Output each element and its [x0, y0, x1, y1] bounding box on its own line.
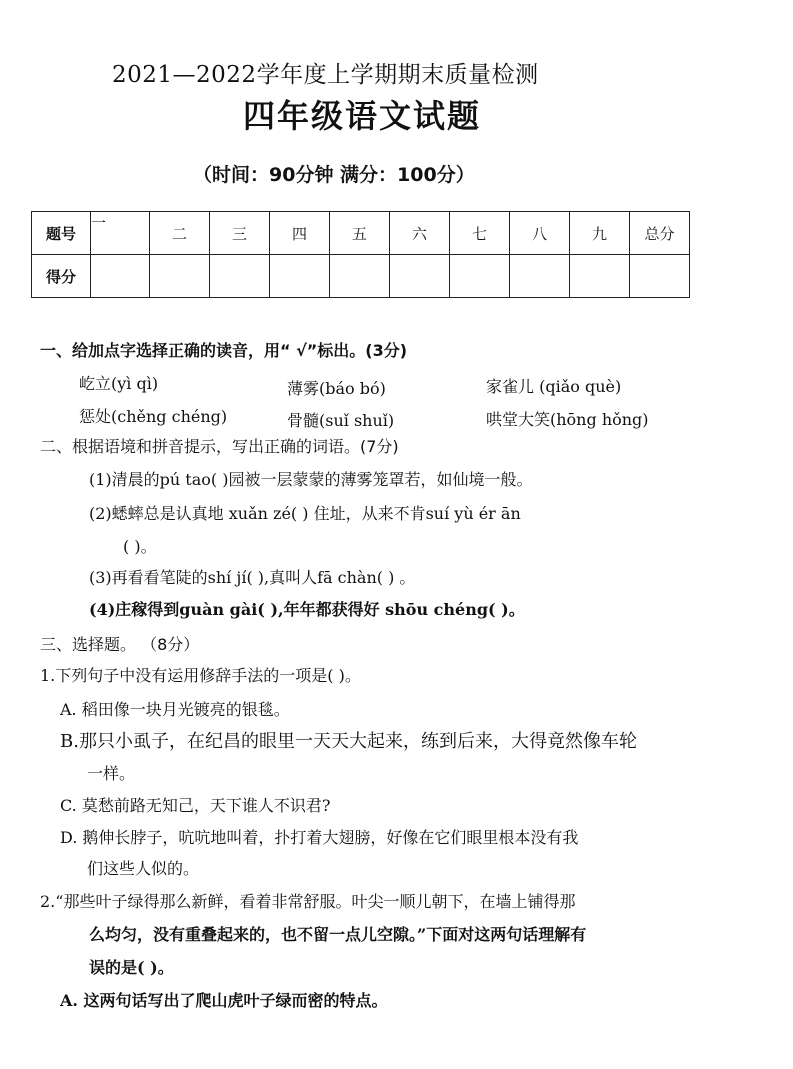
score-cell: [390, 255, 450, 298]
col-header: 二: [150, 212, 210, 255]
q2-stem: 2.“那些叶子绿得那么新鲜，看着非常舒服。叶尖一顺儿朝下，在墙上铺得那: [40, 892, 576, 911]
section1-heading: 一、给加点字选择正确的读音，用“ √”标出。(3分): [40, 341, 408, 360]
section2-line: (4)庄稼得到guàn gài( ),年年都获得好 shōu chéng( )。: [89, 600, 525, 619]
score-table: [31, 211, 690, 298]
section1-item: 哄堂大笑(hōng hǒng): [486, 410, 649, 429]
section1-item: 骨髓(suǐ shuǐ): [287, 411, 395, 430]
score-cell: [510, 255, 570, 298]
col-header: 六: [390, 212, 450, 255]
score-cell: [450, 255, 510, 298]
section1-item: 屹立(yì qì): [79, 374, 159, 393]
col-header-total: 总分: [630, 212, 690, 255]
row-label-number: 题号: [32, 212, 91, 255]
score-cell: [150, 255, 210, 298]
section2-heading: 二、根据语境和拼音提示，写出正确的词语。(7分): [40, 437, 399, 456]
q1-option-d: D. 鹅伸长脖子，吭吭地叫着，扑打着大翅膀，好像在它们眼里根本没有我: [60, 828, 579, 847]
row-label-score: 得分: [32, 255, 91, 298]
q1-option-b: B.那只小虱子，在纪昌的眼里一天天大起来，练到后来，大得竟然像车轮: [60, 731, 637, 752]
score-cell-total: [630, 255, 690, 298]
score-cell: [210, 255, 270, 298]
score-cell: [91, 255, 150, 298]
score-table-row-score: [32, 255, 690, 298]
q1-option-c: C. 莫愁前路无知己，天下谁人不识君?: [60, 796, 331, 815]
section1-item: 惩处(chěng chéng): [79, 407, 228, 426]
q1-stem: 1.下列句子中没有运用修辞手法的一项是( )。: [40, 666, 361, 685]
exam-title-line1: 2021—2022学年度上学期期末质量检测: [112, 62, 539, 88]
section3-heading: 三、选择题。 （8分）: [40, 635, 200, 654]
exam-title-line2: 四年级语文试题: [243, 97, 482, 135]
q2-stem-cont: 么均匀，没有重叠起来的，也不留一点儿空隙。”下面对这两句话理解有: [89, 925, 587, 944]
score-cell: [270, 255, 330, 298]
section1-item: 薄雾(báo bó): [287, 379, 386, 398]
score-cell: [570, 255, 630, 298]
section2-line: ( )。: [123, 537, 157, 556]
score-table-row-number: [32, 212, 690, 255]
section2-line: (3)再看看笔陡的shí jí( ),真叫人fā chàn( ) 。: [89, 568, 416, 587]
section2-line: (2)蟋蟀总是认真地 xuǎn zé( ) 住址，从来不肯suí yù ér ān: [89, 504, 521, 523]
col-header: 九: [570, 212, 630, 255]
q1-option-b-cont: 一样。: [87, 764, 136, 783]
col-header: 四: [270, 212, 330, 255]
exam-time-score: （时间：90分钟 满分：100分）: [193, 164, 475, 186]
q1-option-a: A. 稻田像一块月光镀亮的银毯。: [60, 700, 290, 719]
score-cell: [330, 255, 390, 298]
col-header: 一: [91, 212, 150, 255]
q2-stem-cont: 误的是( )。: [89, 958, 174, 977]
col-header: 八: [510, 212, 570, 255]
col-header: 五: [330, 212, 390, 255]
col-header: 七: [450, 212, 510, 255]
q1-option-d-cont: 们这些人似的。: [87, 859, 200, 878]
section1-item: 家雀儿 (qiǎo què): [486, 377, 622, 396]
col-header: 三: [210, 212, 270, 255]
q2-option-a: A. 这两句话写出了爬山虎叶子绿而密的特点。: [60, 991, 388, 1010]
section2-line: (1)清晨的pú tao( )园被一层蒙蒙的薄雾笼罩若，如仙境一般。: [89, 470, 533, 489]
